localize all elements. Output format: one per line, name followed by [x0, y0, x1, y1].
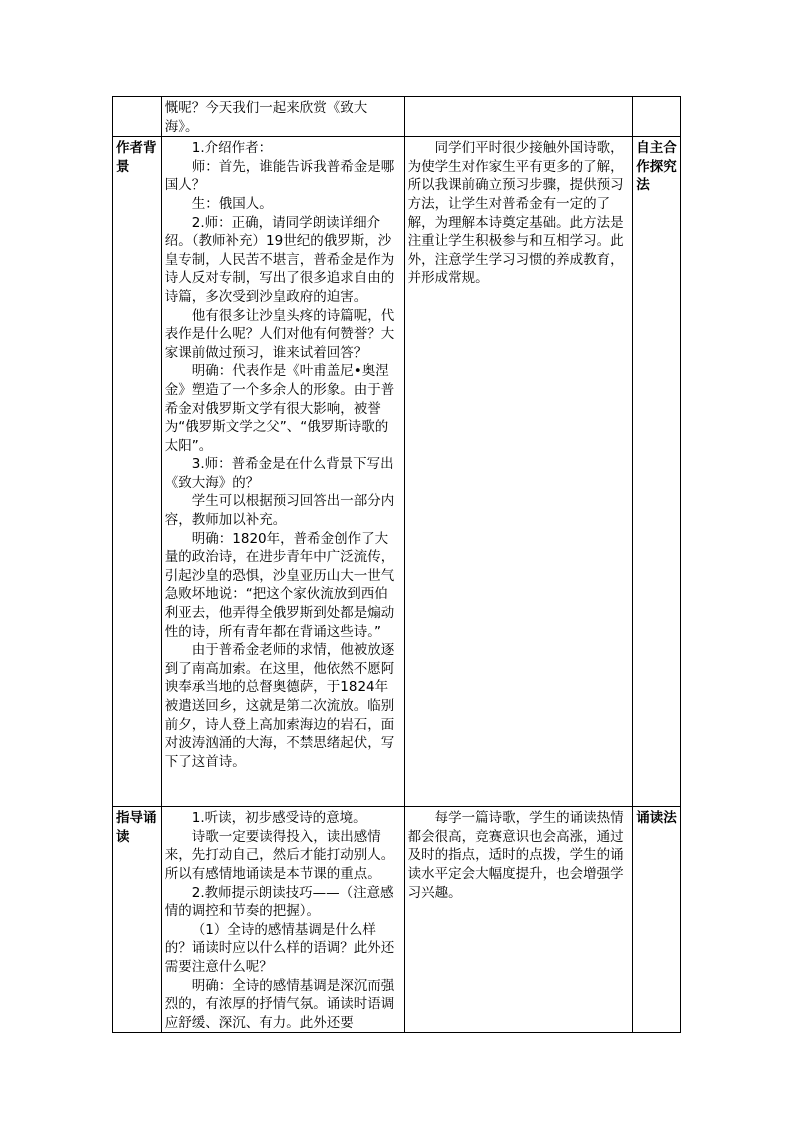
lesson-plan-table [112, 96, 681, 1033]
method-cell: 诵读法 [633, 807, 681, 1033]
activity-cell [161, 807, 404, 1033]
activity-paragraph: 由于普希金老师的求情，他被放逐到了南高加索。在这里，他依然不愿阿谀奉承当地的总督奥德萨，于1824年被遣送回乡，这就是第二次流放。临别前夕，诗人登上高加索海边的岩石，面对波涛汹涌的大海，不禁思绪起伏，写下了这首诗。 [164, 642, 395, 770]
table-row [113, 807, 681, 1033]
design-paragraph: 同学们平时很少接触外国诗歌，为使学生对作家生平有更多的了解，所以我课前确立预习步骤，提供预习方法，让学生对普希金有一定的了解，为理解本诗奠定基础。此方法是注重让学生积极参与和互相学习。此外，注意学生学习习惯的养成教育，并形成常规。 [407, 140, 624, 287]
activity-paragraph: 诗歌一定要读得投入，读出感情来，先打动自己，然后才能打动别人。所以有感情地诵读是本节课的重点。 [164, 828, 395, 882]
design-paragraph: 每学一篇诗歌，学生的诵读热情都会很高，竞赛意识也会高涨，通过及时的指点，适时的点拨，学生的诵读水平定会大幅度提升，也会增强学习兴趣。 [407, 810, 624, 901]
activity-cell [161, 137, 404, 807]
activity-cell [161, 97, 404, 137]
design-intent-cell [404, 807, 633, 1033]
design-intent-cell [404, 97, 633, 137]
method-cell [633, 97, 681, 137]
activity-paragraph: （1）全诗的感情基调是什么样的？诵读时应以什么样的语调？此外还需要注意什么呢？ [164, 921, 395, 975]
activity-paragraph: 2.师：正确，请同学朗读详细介绍。（教师补充）19世纪的俄罗斯，沙皇专制，人民苦不堪言，普希金是作为诗人反对专制，写出了很多追求自由的诗篇，多次受到沙皇政府的迫害。 [164, 214, 395, 305]
activity-paragraph: 师：首先，谁能告诉我普希金是哪国人？ [164, 158, 395, 194]
activity-paragraph: 明确：代表作是《叶甫盖尼•奥涅金》塑造了一个多余人的形象。由于普希金对俄罗斯文学有很大影响，被誉为“俄罗斯文学之父”、“俄罗斯诗歌的太阳”。 [164, 363, 395, 454]
activity-paragraph: 3.师：普希金是在什么背景下写出《致大海》的？ [164, 456, 394, 491]
activity-paragraph: 1.听读，初步感受诗的意境。 [191, 810, 367, 827]
table-row [113, 97, 681, 137]
design-intent-cell [404, 137, 633, 807]
activity-paragraph: 慨呢？今天我们一起来欣赏《致大海》。 [164, 100, 368, 135]
method-cell: 自主合作探究法 [633, 137, 681, 807]
activity-paragraph: 2.教师提示朗读技巧——（注意感情的调控和节奏的把握）。 [164, 884, 394, 920]
table-row [113, 137, 681, 807]
step-label-cell: 作者背景 [113, 137, 162, 807]
activity-paragraph: 明确：全诗的感情基调是深沉而强烈的，有浓厚的抒情气氛。诵读时语调应舒缓、深沉、有力。此外还要 [164, 977, 395, 1031]
step-label-cell: 指导诵读 [113, 807, 162, 1033]
activity-paragraph: 学生可以根据预习回答出一部分内容，教师加以补充。 [164, 493, 395, 529]
step-label-cell [113, 97, 162, 137]
activity-paragraph: 生：俄国人。 [191, 195, 273, 212]
activity-paragraph: 他有很多让沙皇头疼的诗篇呢，代表作是什么呢？人们对他有何赞誉？大家课前做过预习，谁来试着回答？ [164, 307, 395, 361]
activity-paragraph: 明确：1820年，普希金创作了大量的政治诗，在进步青年中广泛流传，引起沙皇的恐惧，沙皇亚历山大一世气急败坏地说：“把这个家伙流放到西伯利亚去，他弄得全俄罗斯到处都是煽动性的诗，所有青年都在背诵这些诗。” [164, 530, 395, 640]
activity-paragraph: 1.介绍作者： [191, 140, 273, 157]
